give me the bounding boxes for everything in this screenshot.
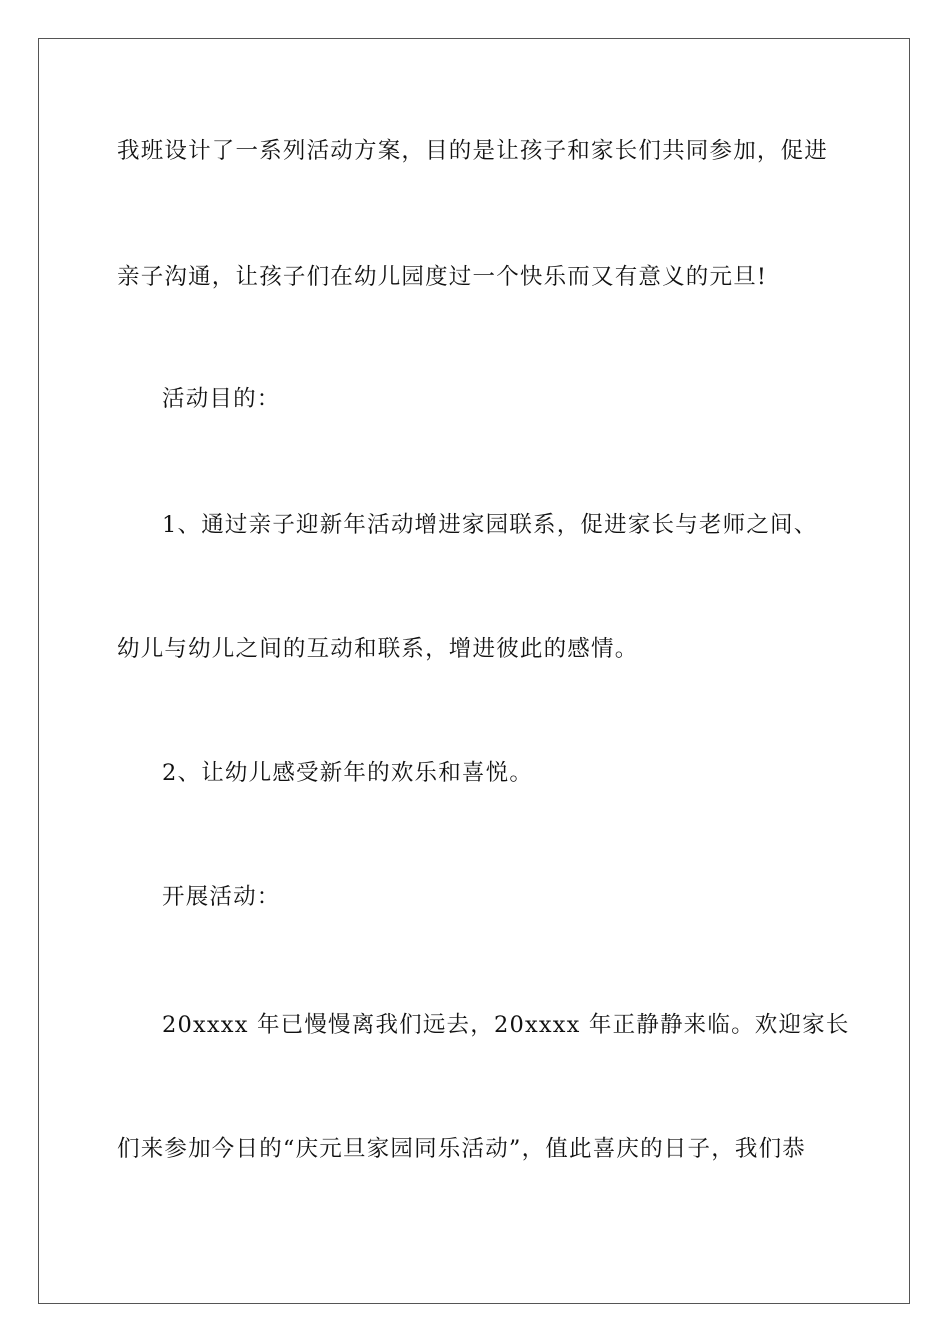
heading-activities: 开展活动： xyxy=(162,884,281,910)
paragraph-line-2: 亲子沟通，让孩子们在幼儿园度过一个快乐而又有意义的元旦! xyxy=(117,264,768,290)
goal-item-2: 2、让幼儿感受新年的欢乐和喜悦。 xyxy=(162,760,534,786)
heading-activity-goals: 活动目的： xyxy=(162,386,281,412)
page-border xyxy=(38,38,910,1304)
goal-item-1-continued: 幼儿与幼儿之间的互动和联系，增进彼此的感情。 xyxy=(117,636,639,662)
paragraph-line-welcome-continued: 们来参加今日的“庆元旦家园同乐活动”，值此喜庆的日子，我们恭 xyxy=(117,1136,807,1162)
paragraph-line-welcome: 20xxxx 年已慢慢离我们远去，20xxxx 年正静静来临。欢迎家长 xyxy=(162,1012,850,1038)
paragraph-line-1: 我班设计了一系列活动方案，目的是让孩子和家长们共同参加，促进 xyxy=(117,138,829,164)
goal-item-1: 1、通过亲子迎新年活动增进家园联系，促进家长与老师之间、 xyxy=(162,512,818,538)
